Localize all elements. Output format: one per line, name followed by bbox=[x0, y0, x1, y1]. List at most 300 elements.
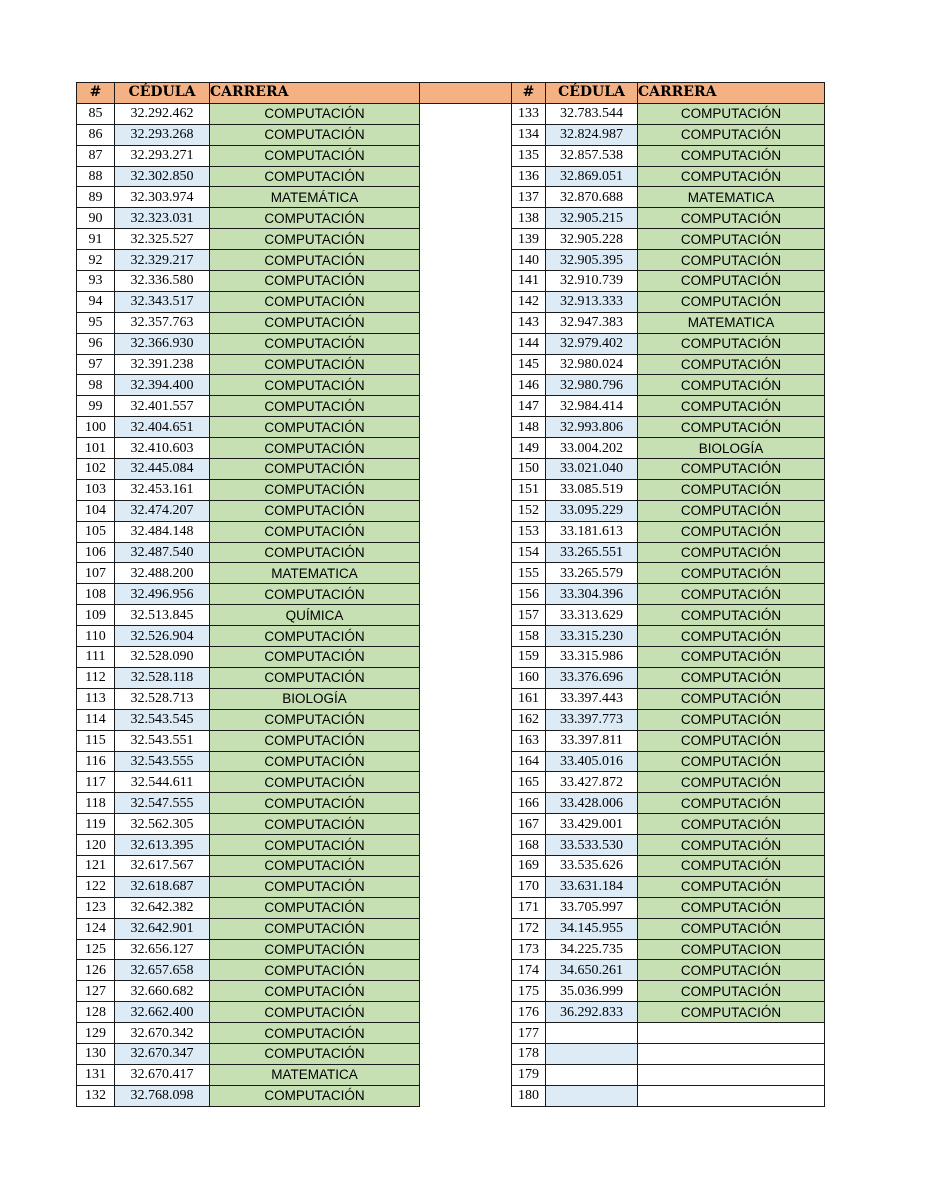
table-row bbox=[512, 793, 825, 814]
row-number: 136 bbox=[512, 166, 546, 187]
cedula-cell: 33.265.579 bbox=[546, 563, 638, 584]
row-number: 101 bbox=[77, 438, 115, 459]
row-number: 174 bbox=[512, 960, 546, 981]
cedula-cell: 33.181.613 bbox=[546, 521, 638, 542]
table-row bbox=[77, 709, 512, 730]
carrera-cell: COMPUTACIÓN bbox=[210, 584, 420, 605]
cedula-cell: 32.484.148 bbox=[115, 521, 210, 542]
header-carrera: CARRERA bbox=[638, 83, 825, 104]
cedula-cell: 33.265.551 bbox=[546, 542, 638, 563]
row-number: 160 bbox=[512, 667, 546, 688]
cedula-cell: 33.397.773 bbox=[546, 709, 638, 730]
row-number: 106 bbox=[77, 542, 115, 563]
row-number: 152 bbox=[512, 500, 546, 521]
cedula-cell: 32.445.084 bbox=[115, 459, 210, 480]
row-number: 127 bbox=[77, 981, 115, 1002]
cedula-cell: 33.085.519 bbox=[546, 479, 638, 500]
table-row bbox=[77, 647, 512, 668]
table-row bbox=[512, 730, 825, 751]
table-row bbox=[77, 960, 512, 981]
spacer-cell bbox=[420, 83, 512, 104]
row-number: 144 bbox=[512, 333, 546, 354]
cedula-cell: 34.145.955 bbox=[546, 918, 638, 939]
row-number: 141 bbox=[512, 271, 546, 292]
row-number: 139 bbox=[512, 229, 546, 250]
table-row bbox=[77, 876, 512, 897]
table-row bbox=[512, 751, 825, 772]
carrera-cell: COMPUTACIÓN bbox=[210, 626, 420, 647]
carrera-cell: COMPUTACIÓN bbox=[638, 354, 825, 375]
table-row bbox=[77, 835, 512, 856]
table-row bbox=[77, 1023, 512, 1044]
carrera-cell: COMPUTACIÓN bbox=[638, 876, 825, 897]
cedula-cell: 32.526.904 bbox=[115, 626, 210, 647]
table-row bbox=[512, 542, 825, 563]
row-number: 169 bbox=[512, 855, 546, 876]
table-row bbox=[512, 459, 825, 480]
table-row bbox=[77, 751, 512, 772]
table-row bbox=[77, 793, 512, 814]
table-row bbox=[77, 1043, 512, 1064]
carrera-cell: MATEMATICA bbox=[210, 1064, 420, 1085]
table-row bbox=[512, 250, 825, 271]
carrera-cell: COMPUTACIÓN bbox=[638, 730, 825, 751]
table-row bbox=[77, 500, 512, 521]
cedula-cell: 33.095.229 bbox=[546, 500, 638, 521]
table-row bbox=[512, 1023, 825, 1044]
header-cedula: CÉDULA bbox=[115, 83, 210, 104]
row-number: 111 bbox=[77, 647, 115, 668]
row-number: 140 bbox=[512, 250, 546, 271]
cedula-cell: 32.824.987 bbox=[546, 124, 638, 145]
row-number: 143 bbox=[512, 312, 546, 333]
table-row bbox=[512, 333, 825, 354]
table-row bbox=[512, 647, 825, 668]
table-row bbox=[512, 855, 825, 876]
cedula-cell: 33.705.997 bbox=[546, 897, 638, 918]
table-row bbox=[512, 939, 825, 960]
row-number: 126 bbox=[77, 960, 115, 981]
table-row bbox=[512, 312, 825, 333]
table-row bbox=[77, 333, 512, 354]
carrera-cell: MATEMATICA bbox=[638, 312, 825, 333]
carrera-cell bbox=[638, 1085, 825, 1106]
table-row bbox=[512, 1064, 825, 1085]
cedula-cell: 32.642.382 bbox=[115, 897, 210, 918]
carrera-cell: COMPUTACIÓN bbox=[638, 772, 825, 793]
table-row bbox=[512, 229, 825, 250]
table-row bbox=[512, 835, 825, 856]
cedula-cell: 32.401.557 bbox=[115, 396, 210, 417]
cedula-cell bbox=[546, 1064, 638, 1085]
cedula-cell: 32.660.682 bbox=[115, 981, 210, 1002]
table-row bbox=[77, 103, 512, 124]
table-row bbox=[77, 459, 512, 480]
table-row bbox=[77, 605, 512, 626]
table-row bbox=[512, 208, 825, 229]
table-row bbox=[77, 730, 512, 751]
cedula-cell: 33.429.001 bbox=[546, 814, 638, 835]
row-number: 100 bbox=[77, 417, 115, 438]
row-number: 147 bbox=[512, 396, 546, 417]
table-row bbox=[77, 208, 512, 229]
table-row bbox=[512, 479, 825, 500]
carrera-cell: COMPUTACIÓN bbox=[638, 479, 825, 500]
carrera-cell: COMPUTACIÓN bbox=[638, 751, 825, 772]
table-row bbox=[512, 584, 825, 605]
row-number: 95 bbox=[77, 312, 115, 333]
cedula-cell: 32.670.342 bbox=[115, 1023, 210, 1044]
row-number: 157 bbox=[512, 605, 546, 626]
carrera-cell: COMPUTACIÓN bbox=[638, 563, 825, 584]
cedula-cell: 32.329.217 bbox=[115, 250, 210, 271]
cedula-cell: 32.857.538 bbox=[546, 145, 638, 166]
table-row bbox=[77, 354, 512, 375]
carrera-cell: COMPUTACIÓN bbox=[638, 396, 825, 417]
row-number: 142 bbox=[512, 291, 546, 312]
cedula-cell: 32.410.603 bbox=[115, 438, 210, 459]
header-carrera: CARRERA bbox=[210, 83, 420, 104]
table-row bbox=[512, 145, 825, 166]
carrera-cell: COMPUTACIÓN bbox=[210, 1043, 420, 1064]
carrera-cell: COMPUTACIÓN bbox=[210, 479, 420, 500]
carrera-cell: COMPUTACIÓN bbox=[638, 1002, 825, 1023]
carrera-cell: COMPUTACIÓN bbox=[210, 1085, 420, 1106]
carrera-cell: COMPUTACIÓN bbox=[210, 772, 420, 793]
row-number: 130 bbox=[77, 1043, 115, 1064]
carrera-cell: COMPUTACIÓN bbox=[210, 354, 420, 375]
table-row bbox=[77, 166, 512, 187]
cedula-cell: 32.394.400 bbox=[115, 375, 210, 396]
table-row bbox=[77, 563, 512, 584]
table-row bbox=[512, 271, 825, 292]
cedula-cell: 34.225.735 bbox=[546, 939, 638, 960]
row-number: 156 bbox=[512, 584, 546, 605]
cedula-cell bbox=[546, 1043, 638, 1064]
cedula-cell: 33.313.629 bbox=[546, 605, 638, 626]
row-number: 151 bbox=[512, 479, 546, 500]
carrera-cell: COMPUTACIÓN bbox=[210, 438, 420, 459]
cedula-cell: 32.984.414 bbox=[546, 396, 638, 417]
cedula-cell: 32.293.268 bbox=[115, 124, 210, 145]
table-row bbox=[512, 1002, 825, 1023]
right-student-table bbox=[511, 82, 825, 1107]
row-number: 92 bbox=[77, 250, 115, 271]
carrera-cell: MATEMATICA bbox=[638, 187, 825, 208]
row-number: 170 bbox=[512, 876, 546, 897]
carrera-cell: COMPUTACIÓN bbox=[210, 229, 420, 250]
carrera-cell: BIOLOGÍA bbox=[638, 438, 825, 459]
carrera-cell: COMPUTACIÓN bbox=[210, 709, 420, 730]
row-number: 150 bbox=[512, 459, 546, 480]
cedula-cell: 33.304.396 bbox=[546, 584, 638, 605]
cedula-cell: 32.656.127 bbox=[115, 939, 210, 960]
row-number: 154 bbox=[512, 542, 546, 563]
cedula-cell: 33.315.986 bbox=[546, 647, 638, 668]
cedula-cell: 32.487.540 bbox=[115, 542, 210, 563]
carrera-cell: COMPUTACIÓN bbox=[210, 814, 420, 835]
cedula-cell: 34.650.261 bbox=[546, 960, 638, 981]
row-number: 153 bbox=[512, 521, 546, 542]
cedula-cell: 33.405.016 bbox=[546, 751, 638, 772]
row-number: 179 bbox=[512, 1064, 546, 1085]
row-number: 112 bbox=[77, 667, 115, 688]
cedula-cell: 32.869.051 bbox=[546, 166, 638, 187]
carrera-cell: COMPUTACIÓN bbox=[638, 375, 825, 396]
table-row bbox=[512, 124, 825, 145]
cedula-cell: 33.631.184 bbox=[546, 876, 638, 897]
cedula-cell: 33.535.626 bbox=[546, 855, 638, 876]
row-number: 167 bbox=[512, 814, 546, 835]
table-row bbox=[512, 605, 825, 626]
row-number: 133 bbox=[512, 103, 546, 124]
carrera-cell: COMPUTACIÓN bbox=[638, 103, 825, 124]
cedula-cell: 32.293.271 bbox=[115, 145, 210, 166]
carrera-cell bbox=[638, 1043, 825, 1064]
table-row bbox=[77, 1002, 512, 1023]
carrera-cell: COMPUTACIÓN bbox=[210, 751, 420, 772]
table-row bbox=[77, 939, 512, 960]
table-row bbox=[77, 855, 512, 876]
table-row bbox=[77, 417, 512, 438]
row-number: 177 bbox=[512, 1023, 546, 1044]
carrera-cell: COMPUTACIÓN bbox=[638, 960, 825, 981]
carrera-cell: BIOLOGÍA bbox=[210, 688, 420, 709]
row-number: 102 bbox=[77, 459, 115, 480]
row-number: 137 bbox=[512, 187, 546, 208]
cedula-cell: 32.870.688 bbox=[546, 187, 638, 208]
table-row bbox=[77, 479, 512, 500]
row-number: 163 bbox=[512, 730, 546, 751]
row-number: 168 bbox=[512, 835, 546, 856]
table-row bbox=[512, 1043, 825, 1064]
carrera-cell bbox=[638, 1023, 825, 1044]
carrera-cell: COMPUTACIÓN bbox=[638, 605, 825, 626]
row-number: 118 bbox=[77, 793, 115, 814]
carrera-cell: COMPUTACIÓN bbox=[638, 709, 825, 730]
carrera-cell: COMPUTACIÓN bbox=[210, 647, 420, 668]
cedula-cell: 33.315.230 bbox=[546, 626, 638, 647]
row-number: 91 bbox=[77, 229, 115, 250]
carrera-cell: QUÍMICA bbox=[210, 605, 420, 626]
cedula-cell: 32.670.417 bbox=[115, 1064, 210, 1085]
table-row bbox=[512, 500, 825, 521]
carrera-cell: COMPUTACIÓN bbox=[638, 333, 825, 354]
cedula-cell: 32.323.031 bbox=[115, 208, 210, 229]
table-row bbox=[512, 417, 825, 438]
cedula-cell: 32.488.200 bbox=[115, 563, 210, 584]
cedula-cell: 32.325.527 bbox=[115, 229, 210, 250]
carrera-cell: COMPUTACIÓN bbox=[638, 897, 825, 918]
carrera-cell: COMPUTACIÓN bbox=[210, 417, 420, 438]
table-row bbox=[77, 981, 512, 1002]
cedula-cell: 32.947.383 bbox=[546, 312, 638, 333]
table-row bbox=[77, 1064, 512, 1085]
cedula-cell: 35.036.999 bbox=[546, 981, 638, 1002]
carrera-cell: COMPUTACIÓN bbox=[638, 667, 825, 688]
row-number: 148 bbox=[512, 417, 546, 438]
carrera-cell: COMPUTACIÓN bbox=[210, 1002, 420, 1023]
row-number: 178 bbox=[512, 1043, 546, 1064]
row-number: 121 bbox=[77, 855, 115, 876]
carrera-cell: COMPUTACIÓN bbox=[210, 981, 420, 1002]
carrera-cell: COMPUTACIÓN bbox=[210, 897, 420, 918]
carrera-cell: COMPUTACIÓN bbox=[638, 208, 825, 229]
table-row bbox=[77, 312, 512, 333]
cedula-cell: 32.617.567 bbox=[115, 855, 210, 876]
carrera-cell: COMPUTACIÓN bbox=[210, 166, 420, 187]
table-row bbox=[77, 626, 512, 647]
cedula-cell: 32.980.796 bbox=[546, 375, 638, 396]
carrera-cell bbox=[638, 1064, 825, 1085]
table-row bbox=[512, 709, 825, 730]
cedula-cell: 32.336.580 bbox=[115, 271, 210, 292]
row-number: 162 bbox=[512, 709, 546, 730]
table-row bbox=[77, 667, 512, 688]
table-row bbox=[512, 166, 825, 187]
carrera-cell: COMPUTACIÓN bbox=[638, 835, 825, 856]
carrera-cell: COMPUTACIÓN bbox=[210, 855, 420, 876]
cedula-cell: 32.662.400 bbox=[115, 1002, 210, 1023]
row-number: 90 bbox=[77, 208, 115, 229]
table-row bbox=[77, 584, 512, 605]
carrera-cell: COMPUTACIÓN bbox=[210, 876, 420, 897]
row-number: 120 bbox=[77, 835, 115, 856]
cedula-cell: 32.562.305 bbox=[115, 814, 210, 835]
cedula-cell: 36.292.833 bbox=[546, 1002, 638, 1023]
cedula-cell bbox=[546, 1023, 638, 1044]
carrera-cell: COMPUTACIÓN bbox=[210, 333, 420, 354]
cedula-cell: 32.292.462 bbox=[115, 103, 210, 124]
table-row bbox=[77, 291, 512, 312]
table-row bbox=[512, 103, 825, 124]
cedula-cell bbox=[546, 1085, 638, 1106]
table-row bbox=[512, 438, 825, 459]
row-number: 155 bbox=[512, 563, 546, 584]
header-number: # bbox=[512, 83, 546, 104]
cedula-cell: 33.427.872 bbox=[546, 772, 638, 793]
row-number: 86 bbox=[77, 124, 115, 145]
row-number: 123 bbox=[77, 897, 115, 918]
carrera-cell: COMPUTACIÓN bbox=[210, 1023, 420, 1044]
table-row bbox=[512, 688, 825, 709]
table-row bbox=[77, 187, 512, 208]
table-row bbox=[512, 291, 825, 312]
table-row bbox=[77, 542, 512, 563]
cedula-cell: 32.528.713 bbox=[115, 688, 210, 709]
carrera-cell: COMPUTACIÓN bbox=[210, 793, 420, 814]
row-number: 159 bbox=[512, 647, 546, 668]
table-row bbox=[77, 438, 512, 459]
carrera-cell: COMPUTACIÓN bbox=[210, 521, 420, 542]
carrera-cell: COMPUTACIÓN bbox=[210, 918, 420, 939]
carrera-cell: COMPUTACIÓN bbox=[638, 124, 825, 145]
row-number: 146 bbox=[512, 375, 546, 396]
carrera-cell: COMPUTACIÓN bbox=[638, 145, 825, 166]
row-number: 116 bbox=[77, 751, 115, 772]
row-number: 124 bbox=[77, 918, 115, 939]
table-row bbox=[77, 814, 512, 835]
cedula-cell: 32.496.956 bbox=[115, 584, 210, 605]
cedula-cell: 32.910.739 bbox=[546, 271, 638, 292]
carrera-cell: COMPUTACIÓN bbox=[638, 166, 825, 187]
table-row bbox=[77, 145, 512, 166]
header-row bbox=[512, 83, 825, 104]
carrera-cell: COMPUTACIÓN bbox=[210, 835, 420, 856]
cedula-cell: 32.544.611 bbox=[115, 772, 210, 793]
table-row bbox=[512, 897, 825, 918]
table-row bbox=[77, 396, 512, 417]
cedula-cell: 32.783.544 bbox=[546, 103, 638, 124]
row-number: 93 bbox=[77, 271, 115, 292]
carrera-cell: MATEMATICA bbox=[210, 563, 420, 584]
cedula-cell: 32.513.845 bbox=[115, 605, 210, 626]
cedula-cell: 33.004.202 bbox=[546, 438, 638, 459]
row-number: 165 bbox=[512, 772, 546, 793]
cedula-cell: 33.397.443 bbox=[546, 688, 638, 709]
row-number: 166 bbox=[512, 793, 546, 814]
row-number: 176 bbox=[512, 1002, 546, 1023]
row-number: 132 bbox=[77, 1085, 115, 1106]
cedula-cell: 32.366.930 bbox=[115, 333, 210, 354]
table-row bbox=[77, 229, 512, 250]
carrera-cell: COMPUTACIÓN bbox=[638, 521, 825, 542]
row-number: 105 bbox=[77, 521, 115, 542]
row-number: 149 bbox=[512, 438, 546, 459]
cedula-cell: 32.303.974 bbox=[115, 187, 210, 208]
carrera-cell: COMPUTACIÓN bbox=[210, 667, 420, 688]
carrera-cell: COMPUTACIÓN bbox=[210, 542, 420, 563]
cedula-cell: 33.533.530 bbox=[546, 835, 638, 856]
carrera-cell: COMPUTACIÓN bbox=[638, 542, 825, 563]
cedula-cell: 32.543.545 bbox=[115, 709, 210, 730]
carrera-cell: COMPUTACIÓN bbox=[210, 939, 420, 960]
row-number: 122 bbox=[77, 876, 115, 897]
row-number: 161 bbox=[512, 688, 546, 709]
row-number: 94 bbox=[77, 291, 115, 312]
row-number: 103 bbox=[77, 479, 115, 500]
row-number: 171 bbox=[512, 897, 546, 918]
cedula-cell: 32.993.806 bbox=[546, 417, 638, 438]
cedula-cell: 32.391.238 bbox=[115, 354, 210, 375]
row-number: 135 bbox=[512, 145, 546, 166]
row-number: 110 bbox=[77, 626, 115, 647]
carrera-cell: COMPUTACIÓN bbox=[210, 271, 420, 292]
row-number: 158 bbox=[512, 626, 546, 647]
header-cedula: CÉDULA bbox=[546, 83, 638, 104]
cedula-cell: 32.357.763 bbox=[115, 312, 210, 333]
row-number: 87 bbox=[77, 145, 115, 166]
carrera-cell: COMPUTACIÓN bbox=[210, 960, 420, 981]
row-number: 117 bbox=[77, 772, 115, 793]
carrera-cell: COMPUTACIÓN bbox=[638, 626, 825, 647]
table-row bbox=[512, 354, 825, 375]
header-row bbox=[77, 83, 512, 104]
cedula-cell: 32.905.228 bbox=[546, 229, 638, 250]
table-row bbox=[512, 375, 825, 396]
cedula-cell: 32.905.395 bbox=[546, 250, 638, 271]
row-number: 125 bbox=[77, 939, 115, 960]
row-number: 172 bbox=[512, 918, 546, 939]
cedula-cell: 32.543.555 bbox=[115, 751, 210, 772]
row-number: 119 bbox=[77, 814, 115, 835]
carrera-cell: COMPUTACIÓN bbox=[638, 584, 825, 605]
cedula-cell: 33.397.811 bbox=[546, 730, 638, 751]
cedula-cell: 32.905.215 bbox=[546, 208, 638, 229]
cedula-cell: 32.404.651 bbox=[115, 417, 210, 438]
cedula-cell: 33.428.006 bbox=[546, 793, 638, 814]
left-student-table bbox=[76, 82, 512, 1107]
